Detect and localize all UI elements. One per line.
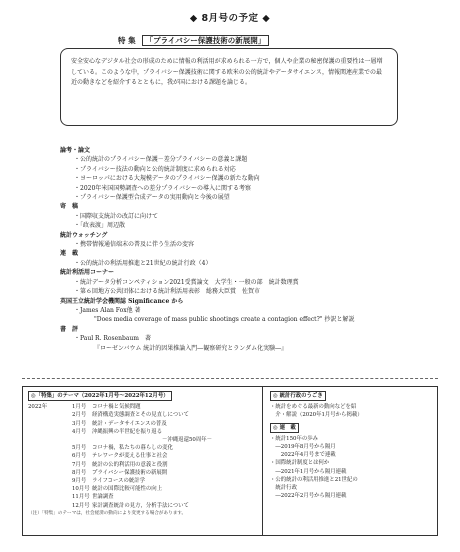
theme-month: 6月号 bbox=[72, 453, 87, 460]
theme-month: 5月号 bbox=[72, 445, 87, 452]
toc-subitem: 『ローゼンバウム 統計的因果推論入門―観察研究とランダム化実験―』 bbox=[94, 344, 288, 352]
feature-box bbox=[60, 48, 398, 126]
page-title: ◆ 8月号の予定 ◆ bbox=[189, 13, 271, 24]
theme-month: 9月号 bbox=[72, 478, 87, 485]
toc-item: ・公的統計のプライバシー保護－差分プライバシーの意義と課題 bbox=[74, 156, 248, 164]
theme-row bbox=[28, 452, 257, 460]
list-item: ・統計をめぐる最新の動向などを紹 bbox=[270, 404, 357, 411]
feature-description: 安全安心なデジタル社会の形成のために情報の利活用が求められる一方で，個人や企業の秘密保護の重要性は一層増している。このような中，プライバシー保護技術に関する欧米の公的統計やデータサイエンス，情報関連産業での最近の動きなどを紹介するとともに，我が国における課題を論じる。 bbox=[71, 58, 383, 86]
list-item: ・統計150年の歩み bbox=[270, 435, 319, 442]
theme-title: 世論調査 bbox=[92, 494, 114, 501]
toc-item: ・James Alan Fox他 著 bbox=[74, 306, 141, 314]
toc-item: ・プライバシー技法の動向と公的統計制度に求められる対応 bbox=[74, 165, 236, 173]
feature-themes-panel bbox=[23, 387, 263, 535]
page bbox=[22, 10, 438, 542]
list-item: 介・解説（2020年1月号から掲載） bbox=[270, 412, 363, 419]
list-item: 2022年4月号まで連載 bbox=[270, 452, 336, 459]
list-item: ・公的統計の利活用推進と21世紀の bbox=[270, 476, 358, 483]
section-heading: 書 評 bbox=[60, 325, 79, 333]
list-item: ―2021年1月号から隔月連載 bbox=[270, 468, 347, 475]
theme-month: 2月号 bbox=[72, 412, 87, 419]
theme-month: 11月号 bbox=[72, 494, 90, 501]
theme-title: ライフコースの統計学 bbox=[92, 478, 146, 485]
theme-title: －沖縄返還50周年－ bbox=[162, 437, 212, 444]
feature-tag bbox=[114, 35, 273, 46]
dashed-divider bbox=[22, 378, 438, 379]
theme-row bbox=[28, 493, 257, 501]
theme-row bbox=[28, 461, 257, 469]
feature-label: 特 集 bbox=[118, 36, 136, 45]
toc-item: ・ヨーロッパにおける大規模データのプライバシー保護の新たな動向 bbox=[74, 175, 260, 183]
theme-title: 統計の公的利活用の意義と役割 bbox=[92, 461, 168, 468]
theme-row bbox=[28, 469, 257, 477]
theme-row bbox=[28, 444, 257, 452]
theme-month: 4月号 bbox=[72, 428, 87, 435]
table-of-contents bbox=[60, 146, 420, 353]
themes-heading: ◎「特集」のテーマ（2022年1月号～2022年12月号） bbox=[28, 391, 172, 401]
themes-note: （注）「特集」のテーマは，社会経済の動向により変更する場合があります。 bbox=[28, 510, 187, 516]
theme-title: 家計調査統計の見方，分析手法について bbox=[92, 502, 189, 509]
toc-item: ・「政表渡」周辺散 bbox=[74, 222, 126, 230]
themes-list bbox=[28, 403, 257, 510]
feature-title: 「プライバシー保護技術の新展開」 bbox=[142, 35, 270, 46]
serial-heading: ◎ 連 載 bbox=[270, 423, 299, 433]
theme-row bbox=[28, 502, 257, 510]
toc-subitem: "Does media coverage of mass public shootings create a contagion effect?" 抄訳と解説 bbox=[94, 316, 355, 324]
list-item: ・国際統計制度とは何か bbox=[270, 460, 330, 467]
theme-month: 12月号 bbox=[72, 502, 90, 509]
toc-item: ・公的統計の利活用推進と21世紀の統計行政（4） bbox=[74, 259, 212, 267]
theme-title: コロナ禍，私たちの暮らしの変化 bbox=[92, 445, 173, 452]
info-box bbox=[22, 386, 438, 536]
section-heading: 論考・論文 bbox=[60, 147, 91, 154]
theme-title: 沖縄振興の半世紀を振り返る bbox=[92, 428, 163, 435]
toc-item: ・携帯情報通信端末の普及に伴う生活の変容 bbox=[74, 241, 195, 249]
toc-item: ・国際収支統計の改訂に向けて bbox=[74, 212, 159, 220]
section-heading: 連 載 bbox=[60, 250, 79, 258]
theme-row bbox=[28, 436, 257, 444]
theme-row bbox=[28, 403, 257, 411]
admin-heading: ◎ 統計行政のうごき bbox=[270, 391, 326, 401]
section-heading: 寄 稿 bbox=[60, 203, 79, 211]
toc-item: ・第６回地方公共団体における統計利活用表彰 総務大臣賞 佐賀市 bbox=[74, 288, 261, 296]
list-item: 統計行政 bbox=[270, 485, 297, 492]
theme-title: コロナ禍と気候問題 bbox=[92, 404, 141, 411]
theme-row bbox=[28, 477, 257, 485]
theme-row bbox=[28, 485, 257, 493]
toc-item: ・2020年米国国勢調査への差分プライバシーの導入に関する考察 bbox=[74, 184, 251, 192]
toc-item: ・統計データ分析コンペティション2021受賞論文 大学生・一般の部 統計数理賞 bbox=[74, 278, 299, 286]
theme-row bbox=[28, 411, 257, 419]
theme-month: 10月号 bbox=[72, 486, 90, 493]
theme-month: 3月号 bbox=[72, 420, 87, 427]
section-heading: 統計ウォッチング bbox=[60, 231, 108, 239]
theme-title: プライバシー保護技術の新展開 bbox=[92, 469, 168, 476]
theme-title: 統計・データサイエンスの普及 bbox=[92, 420, 167, 427]
theme-title: テレワークが変える仕事と社会 bbox=[92, 453, 168, 460]
admin-panel bbox=[264, 387, 437, 535]
theme-row bbox=[28, 420, 257, 428]
toc-item: ・プライバシー保護型合成データの実用動向と今後の展望 bbox=[74, 194, 230, 202]
theme-month: 7月号 bbox=[72, 461, 87, 468]
section-heading: 英国王立統計学会機関誌 Significance から bbox=[60, 297, 184, 305]
theme-title: 統計の国際比較可能性の向上 bbox=[92, 486, 163, 493]
section-heading: 統計利活用コーナー bbox=[60, 269, 115, 277]
theme-title: 経済構造実態調査とその見直しについて bbox=[92, 412, 189, 419]
list-item: ―2019年8月号から隔月 bbox=[270, 444, 336, 451]
theme-month: 8月号 bbox=[72, 469, 87, 476]
list-item: ―2022年2月号から隔月連載 bbox=[270, 493, 347, 500]
theme-year: 2022年 bbox=[28, 404, 48, 411]
toc-item: ・Paul R. Rosenbaum 著 bbox=[74, 335, 151, 343]
theme-month: 1月号 bbox=[72, 404, 87, 411]
theme-row bbox=[28, 428, 257, 436]
